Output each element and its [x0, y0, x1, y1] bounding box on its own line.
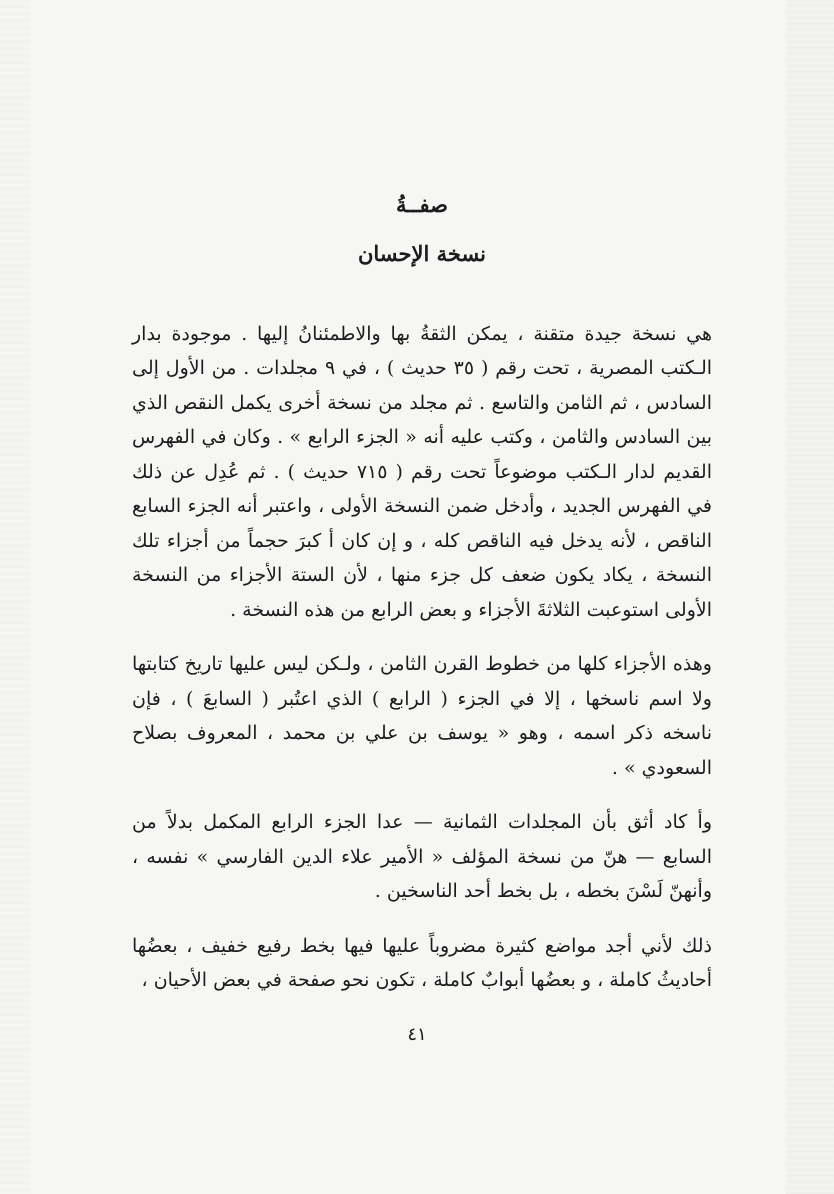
paragraph-text: ذلك لأني أجد مواضع كثيرة مضروباً عليها فيها بخط رفيع خفيف ، بعضُها أحاديثُ كاملة ، و بعضُها أبوابٌ كاملة ، تكون نحو صفحة في بعض الأحيان ، — [132, 934, 712, 992]
page-edge-right — [786, 0, 834, 1194]
paragraph-text: وأ كاد أثق بأن المجلدات الثمانية — عدا الجزء الرابع المكمل بدلاً من السابع — هنّ من نسخة المؤلف « الأمير علاء الدين الفارسي » نفسه ، وأنهنّ لَسْنَ بخطه ، بل بخط أحد الناسخين . — [132, 811, 712, 903]
paragraph-text: وهذه الأجزاء كلها من خطوط القرن الثامن ، ولـكن ليس عليها تاريخ كتابتها ولا اسم ناسخها ، إلا في الجزء ( الرابع ) الذي اعتُبر ( السابعَ ) ، فإن ناسخه ذكر اسمه ، وهو « يوسف بن علي بن محمد ، المعروف بصلاح السعودي » . — [132, 653, 712, 779]
paragraph-4 — [132, 929, 712, 998]
paragraph-3 — [132, 805, 712, 909]
paragraph-2 — [132, 647, 712, 785]
page-edge-left — [0, 0, 30, 1194]
paragraph-1 — [132, 317, 712, 628]
manuscript-subtitle: نسخة الإحسان — [357, 241, 487, 267]
section-title: صفــةُ — [395, 192, 449, 217]
paragraph-text: هي نسخة جيدة متقنة ، يمكن الثقةُ بها والاطمئنانُ إليها . موجودة بدار الـكتب المصرية ، تحت رقم ( ٣٥ حديث ) ، في ٩ مجلدات . من الأول إلى السادس ، ثم الثامن والتاسع . ثم مجلد من نسخة أخرى يكمل النقص الذي بين السادس والثامن ، وكتب عليه أنه « الجزء الرابع » . وكان في الفهرس القديم لدار الـكتب موضوعاً تحت رقم ( ٧١٥ حديث ) . ثم عُدِل عن ذلك في الفهرس الجديد ، وأدخل ضمن النسخة الأولى ، واعتبر أنه الجزء السابع الناقص ، لأنه يدخل فيه الناقص كله ، و إن كان أ كبرَ حجماً من أجزاء تلك النسخة ، يكاد يكون ضعف كل جزء منها ، لأن الستة الأجزاء من النسخة الأولى استوعبت الثلاثةَ الأجزاء و بعض الرابع من هذه النسخة . — [132, 322, 713, 621]
page-content — [132, 180, 712, 1018]
page-number: ٤١ — [407, 1024, 427, 1045]
